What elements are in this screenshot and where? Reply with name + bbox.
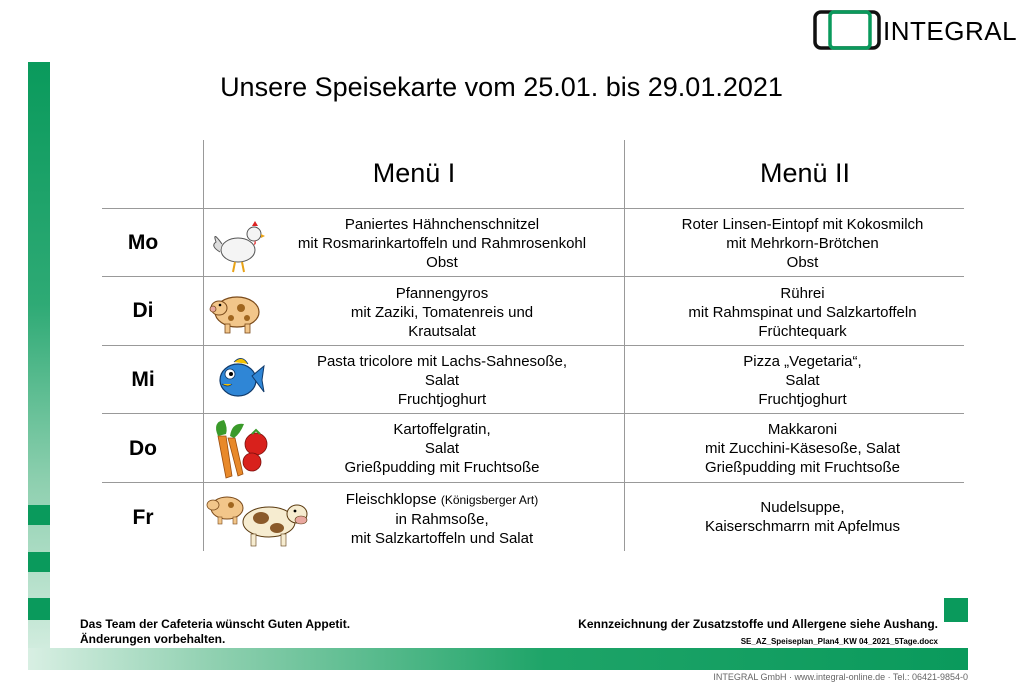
dish-text: Fleischklopse (345, 491, 437, 508)
dish-line: Pasta tricolore mit Lachs-Sahnesoße, (316, 353, 568, 370)
day-label: Do (129, 437, 157, 460)
company-contact: INTEGRAL GmbH · www.integral-online.de · Tel.: 06421-9854-0 (713, 672, 968, 682)
menu1-cell (262, 215, 622, 272)
brand-name: INTEGRAL (883, 16, 1017, 46)
dish-line: Salat (785, 372, 820, 389)
day-label: Fr (132, 506, 154, 529)
dish-line: Nudelsuppe, (760, 499, 845, 516)
dish-line: Früchtequark (758, 323, 847, 340)
menu2-cell (625, 352, 980, 409)
bottom-accent-bar (28, 648, 968, 670)
dish-line: mit Rosmarinkartoffeln und Rahmrosenkohl (297, 235, 587, 252)
document-filename: SE_AZ_Speiseplan_Plan4_KW 04_2021_5Tage.docx (740, 637, 938, 646)
dish-line: Grießpudding mit Fruchtsoße (704, 459, 901, 476)
table-divider (102, 276, 964, 277)
dish-line: Pizza „Vegetaria“, (743, 353, 862, 370)
dish-line: Salat (424, 440, 460, 457)
dish-line: mit Mehrkorn-Brötchen (726, 235, 879, 252)
dish-line (262, 490, 622, 510)
table-divider (102, 208, 964, 209)
dish-line: Krautsalat (408, 323, 476, 340)
left-accent-square (28, 505, 50, 525)
fish-icon (214, 352, 266, 404)
dish-line: in Rahmsoße, (395, 511, 489, 528)
menu1-cell (262, 284, 622, 341)
menu2-cell (625, 284, 980, 341)
dish-line: Fruchtjoghurt (758, 391, 847, 408)
dish-line: Fruchtjoghurt (397, 391, 487, 408)
day-label: Mo (127, 231, 159, 254)
dish-line: Obst (426, 254, 458, 271)
day-label: Mi (131, 368, 155, 391)
right-accent-square (944, 598, 968, 622)
dish-line: Obst (786, 254, 819, 271)
dish-line: mit Rahmspinat und Salzkartoffeln (688, 304, 917, 321)
dish-line: Rührei (780, 285, 825, 302)
table-divider (102, 345, 964, 346)
left-accent-square (28, 598, 50, 620)
footer-disclaimer: Änderungen vorbehalten. (80, 632, 226, 646)
table-divider (102, 413, 964, 414)
footer-greeting: Das Team der Cafeteria wünscht Guten Appetit. (80, 617, 351, 631)
day-label: Di (132, 299, 154, 322)
dish-line: mit Zaziki, Tomatenreis und (350, 304, 534, 321)
left-accent-bar (28, 62, 50, 666)
dish-line: mit Salzkartoffeln und Salat (350, 530, 534, 547)
dish-line: Roter Linsen-Eintopf mit Kokosmilch (681, 216, 924, 233)
menu1-cell (262, 490, 622, 548)
menu2-cell (625, 215, 980, 272)
menu2-cell (625, 498, 980, 536)
page-title: Unsere Speisekarte vom 25.01. bis 29.01.2021 (220, 72, 783, 102)
dish-note: (Königsberger Art) (440, 493, 539, 507)
menu2-cell (625, 420, 980, 477)
allergen-note: Kennzeichnung der Zusatzstoffe und Allergene siehe Aushang. (578, 617, 938, 631)
menu2-header: Menü II (759, 158, 851, 188)
menu1-header: Menü I (372, 158, 456, 188)
dish-line: Kaiserschmarrn mit Apfelmus (704, 518, 901, 535)
dish-line: Makkaroni (767, 421, 838, 438)
chicken-icon (210, 220, 265, 274)
dish-line: Pfannengyros (395, 285, 489, 302)
dish-line: Paniertes Hähnchenschnitzel (344, 216, 540, 233)
footer-note (80, 617, 350, 647)
dish-line: Grießpudding mit Fruchtsoße (344, 459, 540, 476)
dish-line: mit Zucchini-Käsesoße, Salat (704, 440, 901, 457)
menu1-cell (262, 420, 622, 477)
pig-icon (207, 288, 265, 336)
menu1-cell (262, 352, 622, 409)
dish-line: Salat (424, 372, 460, 389)
left-accent-square (28, 552, 50, 572)
dish-line: Kartoffelgratin, (393, 421, 491, 438)
table-divider (102, 482, 964, 483)
